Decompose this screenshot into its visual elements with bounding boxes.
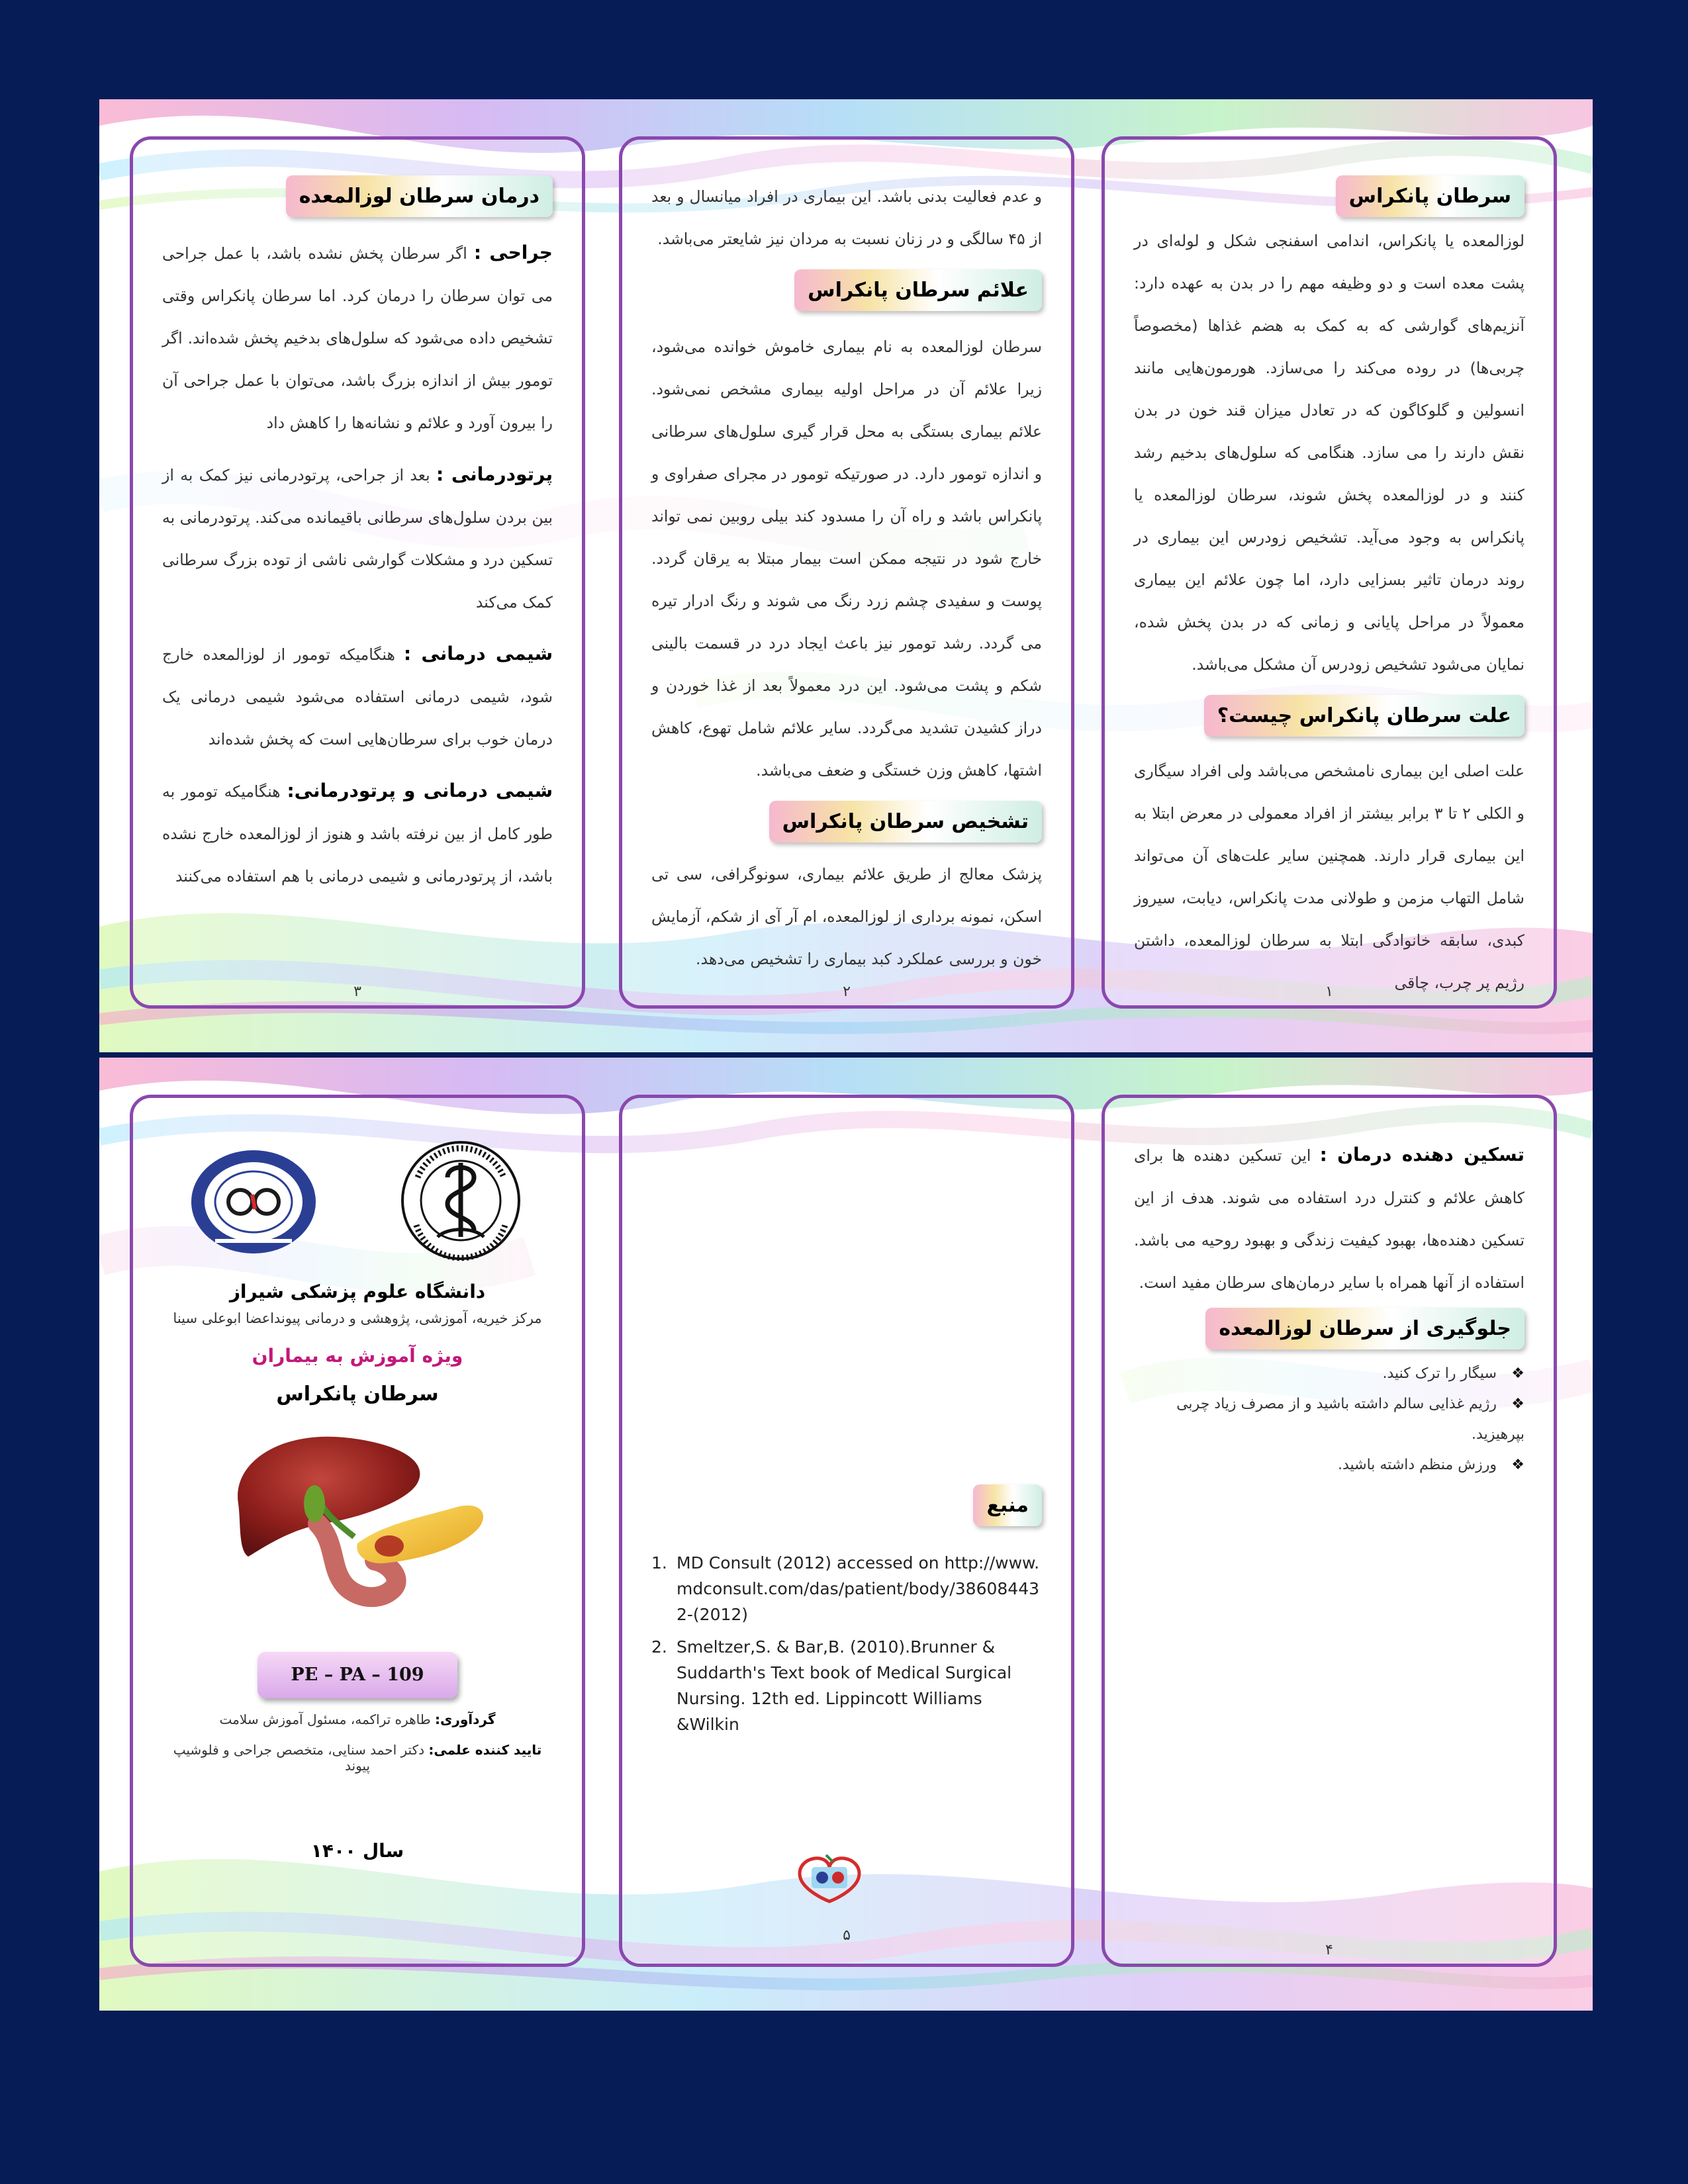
page-number-5: ۵ xyxy=(843,1927,851,1944)
chemoradiotherapy-label: شیمی درمانی و پرتودرمانی: xyxy=(287,780,553,801)
audience-label: ویژه آموزش به بیماران xyxy=(252,1345,463,1367)
shiraz-university-logo xyxy=(398,1138,524,1263)
chemoradiotherapy-paragraph xyxy=(162,770,553,897)
page-number-3: ۳ xyxy=(353,983,361,1000)
treatment-heading: درمان سرطان لوزالمعده xyxy=(286,175,553,217)
brochure-sheet-inside xyxy=(99,99,1593,1052)
surgery-label: جراحی : xyxy=(473,242,553,263)
radiotherapy-text: بعد از جراحی، پرتودرمانی نیز کمک به از بین بردن سلول‌های سرطانی باقیمانده می‌کند. پرتودرمانی به تسکین درد و مشکلات گوارشی ناشی از توده بزرگ سرطانی کمک می‌کند xyxy=(162,466,553,612)
reference-item: 1. MD Consult (2012) accessed on http://www.mdconsult.com/das/patient/body/386084432-(2012) xyxy=(651,1553,1040,1624)
prevention-heading: جلوگیری از سرطان لوزالمعده xyxy=(1205,1308,1524,1349)
compiler-label: گردآوری: xyxy=(434,1711,496,1727)
diamond-bullet-icon: ❖ xyxy=(1511,1365,1524,1382)
center-name: مرکز خیریه، آموزشی، پژوهشی و درمانی پیونداعضا ابوعلی سینا xyxy=(173,1310,542,1326)
brochure-sheet-outside xyxy=(99,1058,1593,2011)
publication-year: سال ۱۴۰۰ xyxy=(310,1840,404,1862)
reference-item: 2. Smeltzer,S. & Bar,B. (2010).Brunner & Suddarth's Text book of Medical Surgical Nursing. 12th ed. Lippincott Williams &Wilkin xyxy=(651,1637,1012,1734)
sources-heading: منبع xyxy=(973,1484,1042,1526)
approver-text: دکتر احمد سنایی، متخصص جراحی و فلوشیپ پیوند xyxy=(173,1742,429,1774)
diamond-bullet-icon: ❖ xyxy=(1511,1457,1524,1473)
transplant-center-logo xyxy=(189,1148,318,1255)
document-code: PE – PA – 109 xyxy=(258,1652,457,1698)
chemoradiotherapy-text: هنگامیکه تومور به طور کامل از بین نرفته باشد و هنوز از لوزالمعده خارج نشده باشد، از پرتودرمانی و شیمی درمانی با هم استفاده می‌کنند xyxy=(162,782,553,886)
diagnosis-text: پزشک معالج از طریق علائم بیماری، سونوگرافی، سی تی اسکن، نمونه برداری از لوزالمعده، ام آر آی از شکم، آزمایش خون و بررسی عملکرد کبد بیماری را تشخیص می‌دهد. xyxy=(651,865,1042,968)
pancreatic-cancer-heading: سرطان پانکراس xyxy=(1336,175,1524,217)
panel-page-2 xyxy=(619,136,1074,1009)
palliative-label: تسکین دهنده درمان : xyxy=(1319,1144,1524,1165)
cause-heading: علت سرطان پانکراس چیست؟ xyxy=(1204,695,1524,737)
approver-line xyxy=(162,1742,553,1774)
palliative-text: این تسکین دهنده ها برای کاهش علائم و کنترل درد استفاده می شوند. هدف از این تسکین دهنده‌ها، بهبود کیفیت زندگی و بهبود روحیه می باشد. استفاده از آنها همراه با سایر درمان‌های سرطان مفید است. xyxy=(1134,1146,1524,1292)
palliative-paragraph xyxy=(1134,1134,1524,1304)
chemotherapy-label: شیمی درمانی : xyxy=(403,643,553,664)
symptoms-heading: علائم سرطان پانکراس xyxy=(794,269,1042,311)
chemotherapy-text: هنگامیکه تومور از لوزالمعده خارج شود، شیمی درمانی استفاده می‌شود شیمی درمانی یک درمان خوب برای سرطان‌هایی است که پخش شده‌اند xyxy=(162,645,553,749)
compiler-line xyxy=(162,1711,553,1727)
liver-pancreas-illustration xyxy=(218,1424,496,1616)
radiotherapy-label: پرتودرمانی : xyxy=(436,463,553,485)
bullet-item: ❖سیگار را ترک کنید. xyxy=(1134,1359,1524,1389)
brochure-title: سرطان پانکراس xyxy=(276,1383,439,1406)
university-name: دانشگاه علوم پزشکی شیراز xyxy=(229,1281,486,1302)
page-number-4: ۴ xyxy=(1325,1942,1333,1958)
panel-page-4 xyxy=(1102,1095,1557,1967)
bullet-item: ❖رژیم غذایی سالم داشته باشید و از مصرف زیاد چربی بپرهیزید. xyxy=(1134,1389,1524,1450)
compiler-text: طاهره تراکمه، مسئول آموزش سلامت xyxy=(219,1711,435,1727)
panel-cover xyxy=(130,1095,585,1967)
bullet-item: ❖ورزش منظم داشته باشید. xyxy=(1134,1450,1524,1480)
approver-label: تایید کننده علمی: xyxy=(428,1742,542,1758)
panel-page-1 xyxy=(1102,136,1557,1009)
surgery-text: اگر سرطان پخش نشده باشد، با عمل جراحی می توان سرطان را درمان کرد. اما سرطان پانکراس وقتی تشخیص داده می‌شود که سلول‌های بدخیم پخش شده‌اند. اگر تومور بیش از اندازه بزرگ باشد، می‌توان با عمل جراحی آن را بیرون آورد و علائم و نشانه‌ها را کاهش داد xyxy=(162,244,553,432)
radiotherapy-paragraph xyxy=(162,453,553,623)
intro-text: لوزالمعده یا پانکراس، اندامی اسفنجی شکل و لوله‌ای در پشت معده است و دو وظیفه مهم را در بدن به عهده دارد: آنزیم‌های گوارشی که به کمک به هضم غذاها (مخصوصاً چربی‌ها) در روده می‌کند را می‌سازد. هورمون‌هایی مانند انسولین و گلوکاگون که در تعادل میزان قند خون در بدن نقش دارند را می سازد. هنگامی که سلول‌های بدخیم رشد کنند و در لوزالمعده پخش شوند، سرطان لوزالمعده یا پانکراس به وجود می‌آید. تشخیص زودرس این بیماری در روند درمان تاثیر بسزایی دارد، اما چون علائم این بیماری معمولاً در مراحل پایانی و زمانی که در بدن پخش شده، نمایان می‌شود تشخیص زودرس آن مشکل می‌باشد. xyxy=(1134,232,1524,674)
page-number-1: ۱ xyxy=(1325,983,1333,1000)
reference-list xyxy=(651,1550,1042,1737)
page-number-2: ۲ xyxy=(843,983,851,1000)
continued-text: و عدم فعالیت بدنی باشد. این بیماری در افراد میانسال و بعد از ۴۵ سالگی و در زنان نسبت به مردان نیز شایعتر می‌باشد. xyxy=(651,187,1042,248)
diamond-bullet-icon: ❖ xyxy=(1511,1396,1524,1412)
health-education-logo xyxy=(780,1847,879,1907)
panel-page-5 xyxy=(619,1095,1074,1967)
symptoms-text: سرطان لوزالمعده به نام بیماری خاموش خوانده می‌شود، زیرا علائم آن در مراحل اولیه بیماری مشخص نمی‌شود. علائم بیماری بستگی به محل قرار گیری سلول‌های سرطانی و اندازه تومور دارد. در صورتیکه تومور در مجرای صفراوی و پانکراس باشد و راه آن را مسدود کند بیلی روبین نمی تواند خارج شود در نتیجه ممکن است بیمار مبتلا به یرقان گردد. پوست و سفیدی چشم زرد رنگ می شوند و رنگ ادرار تیره می گردد. رشد تومور نیز باعث ایجاد درد در قسمت بالینی شکم و پشت می‌شود. این درد معمولاً بعد از غذا خوردن و دراز کشیدن تشدید می‌گردد. سایر علائم شامل تهوع، کاهش اشتها، کاهش وزن خستگی و ضعف می‌باشد. xyxy=(651,338,1042,780)
cause-text: علت اصلی این بیماری نامشخص می‌باشد ولی افراد سیگاری و الکلی ۲ تا ۳ برابر بیشتر از افراد معمولی در معرض ابتلا به این بیماری قرار دارند. همچنین سایر علت‌های آن می‌تواند شامل التهاب مزمن و طولانی مدت پانکراس، دیابت، سیروز کبدی، سابقه خانوادگی ابتلا به سرطان لوزالمعده، داشتن رژیم پر چرب، چاقی xyxy=(1134,762,1524,992)
chemotherapy-paragraph xyxy=(162,633,553,760)
surgery-paragraph xyxy=(162,232,553,444)
diagnosis-heading: تشخیص سرطان پانکراس xyxy=(769,801,1042,842)
panel-page-3 xyxy=(130,136,585,1009)
